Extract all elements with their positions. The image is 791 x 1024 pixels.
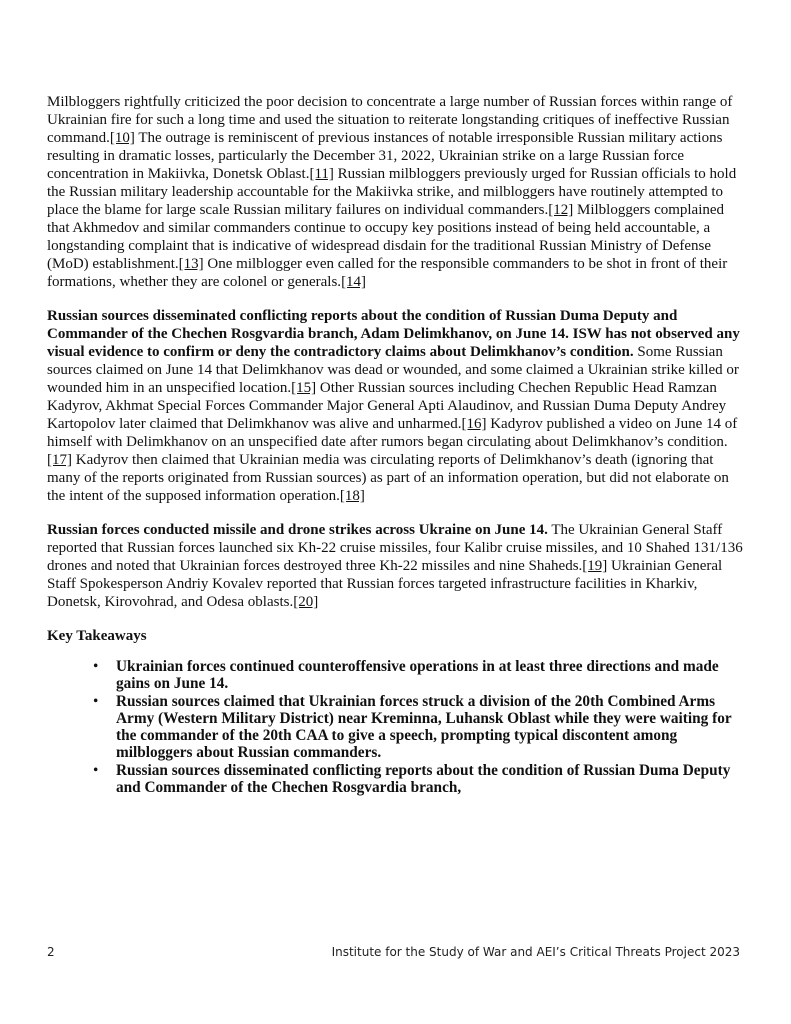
lead-sentence: Russian forces conducted missile and drone strikes across Ukraine on June 14. (47, 522, 548, 538)
footnote-link[interactable]: [10] (109, 130, 135, 146)
footnote-link[interactable]: [17] (47, 452, 72, 468)
body-text: The outrage is reminiscent of previous instances of notable irresponsible Russian military actions resulting in dramatic losses, particularly the December 31, 2022, Ukrainian strike on a large Russian force concentration in Makiivka, Donetsk Oblast. (47, 130, 723, 182)
page-body (47, 93, 747, 797)
lead-sentence: Russian sources disseminated conflicting reports about the condition of Russian Duma Deputy and Commander of the Chechen Rosgvardia branch, Adam Delimkhanov, on June 14. ISW has not observed any visual evidence to confirm or deny the contradictory claims about Delimkhanov’s condition. (47, 308, 740, 360)
bullet-icon: • (93, 762, 99, 779)
paragraph-delimkhanov (47, 307, 747, 505)
footnote-link[interactable]: [16] (461, 416, 487, 432)
body-text: Russian milbloggers previously urged for Russian officials to hold the Russian military leadership accountable for the Makiivka strike, and milbloggers have routinely attempted to place the blame for large scale Russian military failures on individual commanders. (47, 166, 737, 218)
footnote-link[interactable]: [13] (178, 256, 204, 272)
paragraph-milbloggers (47, 93, 747, 291)
bullet-icon: • (93, 693, 99, 710)
body-text: Ukrainian General Staff Spokesperson Andriy Kovalev reported that Russian forces targeted infrastructure facilities in Kharkiv, Donetsk, Kirovohrad, and Odesa oblasts. (47, 558, 723, 610)
footnote-link[interactable]: [11] (309, 166, 334, 182)
footnote-link[interactable]: [12] (548, 202, 574, 218)
footnote-link[interactable]: [15] (291, 380, 317, 396)
body-text: Milbloggers complained that Akhmedov and similar commanders continue to occupy key positions instead of being held accountable, a longstanding complaint that is indicative of widespread disdain for the traditional Russian Ministry of Defense (MoD) establishment. (47, 202, 725, 272)
footnote-link[interactable]: [18] (339, 488, 365, 504)
body-text: Milbloggers rightfully criticized the poor decision to concentrate a large number of Russian forces within range of Ukrainian fire for such a long time and used the situation to reiterate longstanding critiques of ineffective Russian command. (47, 94, 733, 146)
body-text: Other Russian sources including Chechen Republic Head Ramzan Kadyrov, Akhmat Special Forces Commander Major General Apti Alaudinov, and Russian Duma Deputy Andrey Kartopolov later claimed that Delimkhanov was alive and unharmed. (47, 380, 727, 432)
body-text: The Ukrainian General Staff reported that Russian forces launched six Kh-22 cruise missiles, four Kalibr cruise missiles, and 10 Shahed 131/136 drones and noted that Ukrainian forces destroyed three Kh-22 missiles and nine Shaheds. (47, 522, 743, 574)
footnote-link[interactable]: [14] (341, 274, 367, 290)
page-number: 2 (47, 945, 55, 959)
body-text: Kadyrov published a video on June 14 of himself with Delimkhanov on an unspecified date after rumors began circulating about Delimkhanov’s condition. (47, 416, 738, 450)
body-text: Some Russian sources claimed on June 14 that Delimkhanov was dead or wounded, and some claimed a Ukrainian strike killed or wounded him in an unspecified location. (47, 344, 739, 396)
takeaway-item: • Ukrainian forces continued counteroffensive operations in at least three directions and made gains on June 14. (93, 658, 719, 692)
footnote-link[interactable]: [20] (293, 594, 319, 610)
body-text: One milblogger even called for the responsible commanders to be shot in front of their formations, whether they are colonel or generals. (47, 256, 728, 290)
bullet-icon: • (93, 658, 99, 675)
takeaway-item: • Russian sources disseminated conflicting reports about the condition of Russian Duma Deputy and Commander of the Chechen Rosgvardia branch, (93, 762, 731, 796)
key-takeaways-list (47, 658, 747, 796)
footer-organization: Institute for the Study of War and AEI’s Critical Threats Project 2023 (331, 945, 740, 959)
takeaway-item: • Russian sources claimed that Ukrainian forces struck a division of the 20th Combined Arms Army (Western Military District) near Kreminna, Luhansk Oblast while they were waiting for the commander of the 20th CAA to give a speech, prompting typical discontent among milbloggers about Russian commanders. (93, 693, 732, 761)
key-takeaways-heading: Key Takeaways (47, 628, 147, 644)
paragraph-strikes (47, 521, 747, 611)
body-text: Kadyrov then claimed that Ukrainian media was circulating reports of Delimkhanov’s death (ignoring that many of the reports originated from Russian sources) as part of an information operation, but did not elaborate on the intent of the supposed information operation. (47, 452, 729, 504)
footnote-link[interactable]: [19] (582, 558, 608, 574)
page-footer (47, 945, 740, 963)
